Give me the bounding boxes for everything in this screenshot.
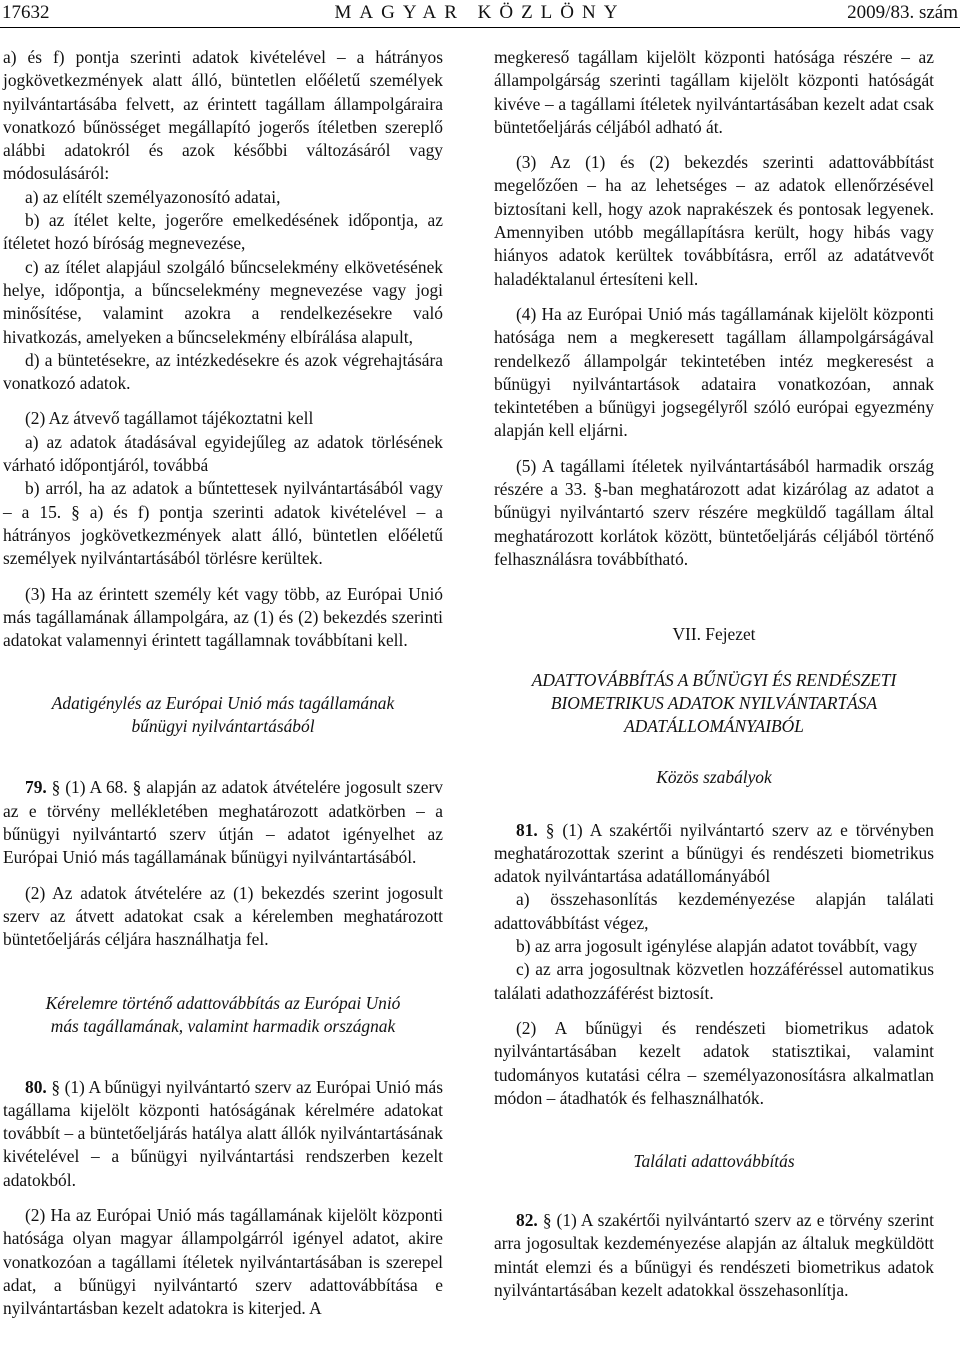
list-item: b) arról, ha az adatok a bűntettesek nyilvántartásából vagy – a 15. § a) és f) pontja szerinti adatok kivételével – a hátrányos jogkövetkezmények alatt álló, büntetlen előéletű személyek nyilvántartásából törlésre kerültek. [3, 478, 443, 569]
section-text: § (1) A bűnügyi nyilvántartó szerv az Európai Unió más tagállama kijelölt központi hatóságának kérelmére adatokat továbbít – a büntetőeljárás hatálya alatt állók nyilvántartásának kivételével – a bűnügyi nyilvántartási rendszerben kezelt adatokból. [3, 1076, 443, 1190]
section-caption [3, 692, 443, 738]
paragraph: (2) Az adatok átvételére az (1) bekezdés szerint jogosult szerv az átvett adatokat csak a kérelemben meghatározott büntetőeljárás céljára használhatja fel. [3, 882, 443, 950]
list-item: c) az arra jogosultnak közvetlen hozzáféréssel automatikus találati adathozzáférést biztosít. [494, 959, 934, 1003]
left-column [3, 46, 443, 1320]
subtitle: Közös szabályok [656, 766, 772, 787]
chapter-title-line: ADATÁLLOMÁNYAIBÓL [624, 715, 804, 736]
page-header [0, 0, 960, 30]
section-paragraph [3, 1076, 443, 1192]
paragraph: a) és f) pontja szerinti adatok kivételével – a hátrányos jogkövetkezmények alatt álló, büntetlen előéletű személyek nyilvántartásába felvett, az érintett tagállam állampolgáraira vonatkozó bűnösséget megállapító jogerős ítéletben szereplő alábbi adatokról és azok későbbi változásáról vagy módosulásáról: [3, 47, 443, 184]
caption-line: bűnügyi nyilvántartásából [131, 716, 315, 737]
header-rule [0, 27, 960, 28]
list-item: b) az ítélet kelte, jogerőre emelkedésének időpontja, az ítéletet hozó bíróság megnevezése, [3, 210, 443, 254]
section-number: 79. [25, 777, 47, 798]
section-number: 80. [25, 1076, 47, 1097]
paragraph: (2) Az átvevő tagállamot tájékoztatni kell [25, 408, 314, 429]
section-text: § (1) A 68. § alapján az adatok átvételére jogosult szerv az e törvény mellékletében meghatározott adatkörben – a bűnügyi nyilvántartó szerv útján – adatot igényelhet az Európai Unió más tagállamának bűnügyi nyilvántartásából. [3, 777, 443, 868]
issue-number: 2009/83. szám [847, 2, 958, 23]
list-item: d) a büntetésekre, az intézkedésekre és azok végrehajtására vonatkozó adatok. [3, 349, 443, 394]
list-item: a) az adatok átadásával egyidejűleg az adatok törlésének várható időpontjáról, továbbá [3, 431, 443, 476]
paragraph: (2) Ha az Európai Unió más tagállamának kijelölt központi hatósága olyan magyar állampolgárról igényel adatot, akire vonatkozóan a tagállami ítéletek nyilvántartásában is szerepel adat, a bűnügyi nyilvántartó szerv adattovábbítása e nyilvántartásban kezelt adatokra is kiterjed. A [3, 1204, 443, 1319]
chapter-title [494, 669, 934, 738]
list-item: c) az ítélet alapjául szolgáló bűncselekmény elkövetésének helye, időpontja, a bűncselekmény megnevezése vagy jogi minősítése, valamint azokra a rendelkezésekre való hivatkozás, amelyeken a bűncselekmény elbírálása alapult, [3, 256, 443, 347]
paragraph: (3) Ha az érintett személy két vagy több, az Európai Unió más tagállamának állampolgára, az (1) és (2) bekezdés szerinti adatokat valamennyi érintett tagállamnak továbbítani kell. [3, 583, 443, 651]
paragraph: (5) A tagállami ítéletek nyilvántartásából harmadik ország részére a 33. §-ban meghatározott adat kizárólag az adatot a bűnügyi nyilvántartó szerv részére megküldő tagállam által meghatározott korlátok között, büntetőeljárás céljából történő felhasználásra továbbítható. [494, 455, 934, 569]
chapter-title-line: ADATTOVÁBBÍTÁS A BŰNÜGYI ÉS RENDÉSZETI [531, 669, 897, 690]
list-item: a) összehasonlítás kezdeményezése alapján találati adattovábbítást végez, [494, 889, 934, 933]
caption-line: Kérelemre történő adattovábbítás az Európai Unió [45, 992, 401, 1013]
journal-title: MAGYAR KÖZLÖNY [334, 2, 626, 23]
paragraph: (2) A bűnügyi és rendészeti biometrikus adatok nyilvántartásában kezelt adatok statisztikai, valamint tudományos kutatási célra – személyazonosításra alkalmatlan módon – átadhatók és felhasználhatók. [494, 1017, 934, 1108]
paragraph: (3) Az (1) és (2) bekezdés szerinti adattovábbítást megelőzően – ha az lehetséges – az adatok ellenőrzésével biztosítani kell, hogy azok naprakészek és pontosak legyenek. Amennyiben utóbb megállapításra került, hogy hibás vagy hiányos adatok kerültek továbbításra, erről az adatátvevőt haladéktalanul értesíteni kell. [494, 152, 934, 289]
section-paragraph [494, 1209, 934, 1302]
section-text: § (1) A szakértői nyilvántartó szerv az e törvényben meghatározottak szerint a bűnügyi és rendészeti biometrikus adatok nyilvántartása adatállományából [494, 819, 934, 887]
caption-line: más tagállamának, valamint harmadik országnak [50, 1015, 396, 1036]
right-column [494, 46, 934, 1302]
paragraph: (4) Ha az Európai Unió más tagállamának kijelölt központi hatósága nem a megkeresett tagállam állampolgárságával rendelkező állampolgár tekintetében intéz megkeresést a bűnügyi nyilvántartások adataira vonatkozóan, annak tekintetében a bűnügyi jogsegélyről szóló európai egyezmény alapján kell eljárni. [494, 303, 934, 441]
list-item: b) az arra jogosult igénylése alapján adatot továbbít, vagy [516, 936, 918, 957]
section-caption: Találati adattovábbítás [633, 1151, 795, 1172]
section-paragraph [494, 819, 934, 889]
section-paragraph [3, 776, 443, 869]
page-number: 17632 [2, 2, 50, 23]
caption-line: Adatigénylés az Európai Unió más tagállamának [51, 693, 395, 714]
section-caption [3, 992, 443, 1038]
section-text: § (1) A szakértői nyilvántartó szerv az e törvény szerint arra jogosultak kezdeményezése alapján az általuk megküldött mintát elemzi és a bűnügyi és rendészeti biometrikus adatok nyilvántartásában kezelt adatokkal összehasonlítja. [494, 1210, 934, 1300]
chapter-number: VII. Fejezet [672, 624, 756, 645]
section-number: 81. [516, 819, 538, 840]
paragraph: megkereső tagállam kijelölt központi hatósága részére – az állampolgárság szerinti tagállam kijelölt központi hatóságát kivéve – a tagállami ítéletek nyilvántartásában kezelt adat csak büntetőeljárás céljából adható át. [494, 47, 934, 137]
chapter-title-line: BIOMETRIKUS ADATOK NYILVÁNTARTÁSA [550, 692, 878, 713]
section-number: 82. [516, 1210, 538, 1231]
list-item: a) az elítélt személyazonosító adatai, [25, 186, 281, 207]
